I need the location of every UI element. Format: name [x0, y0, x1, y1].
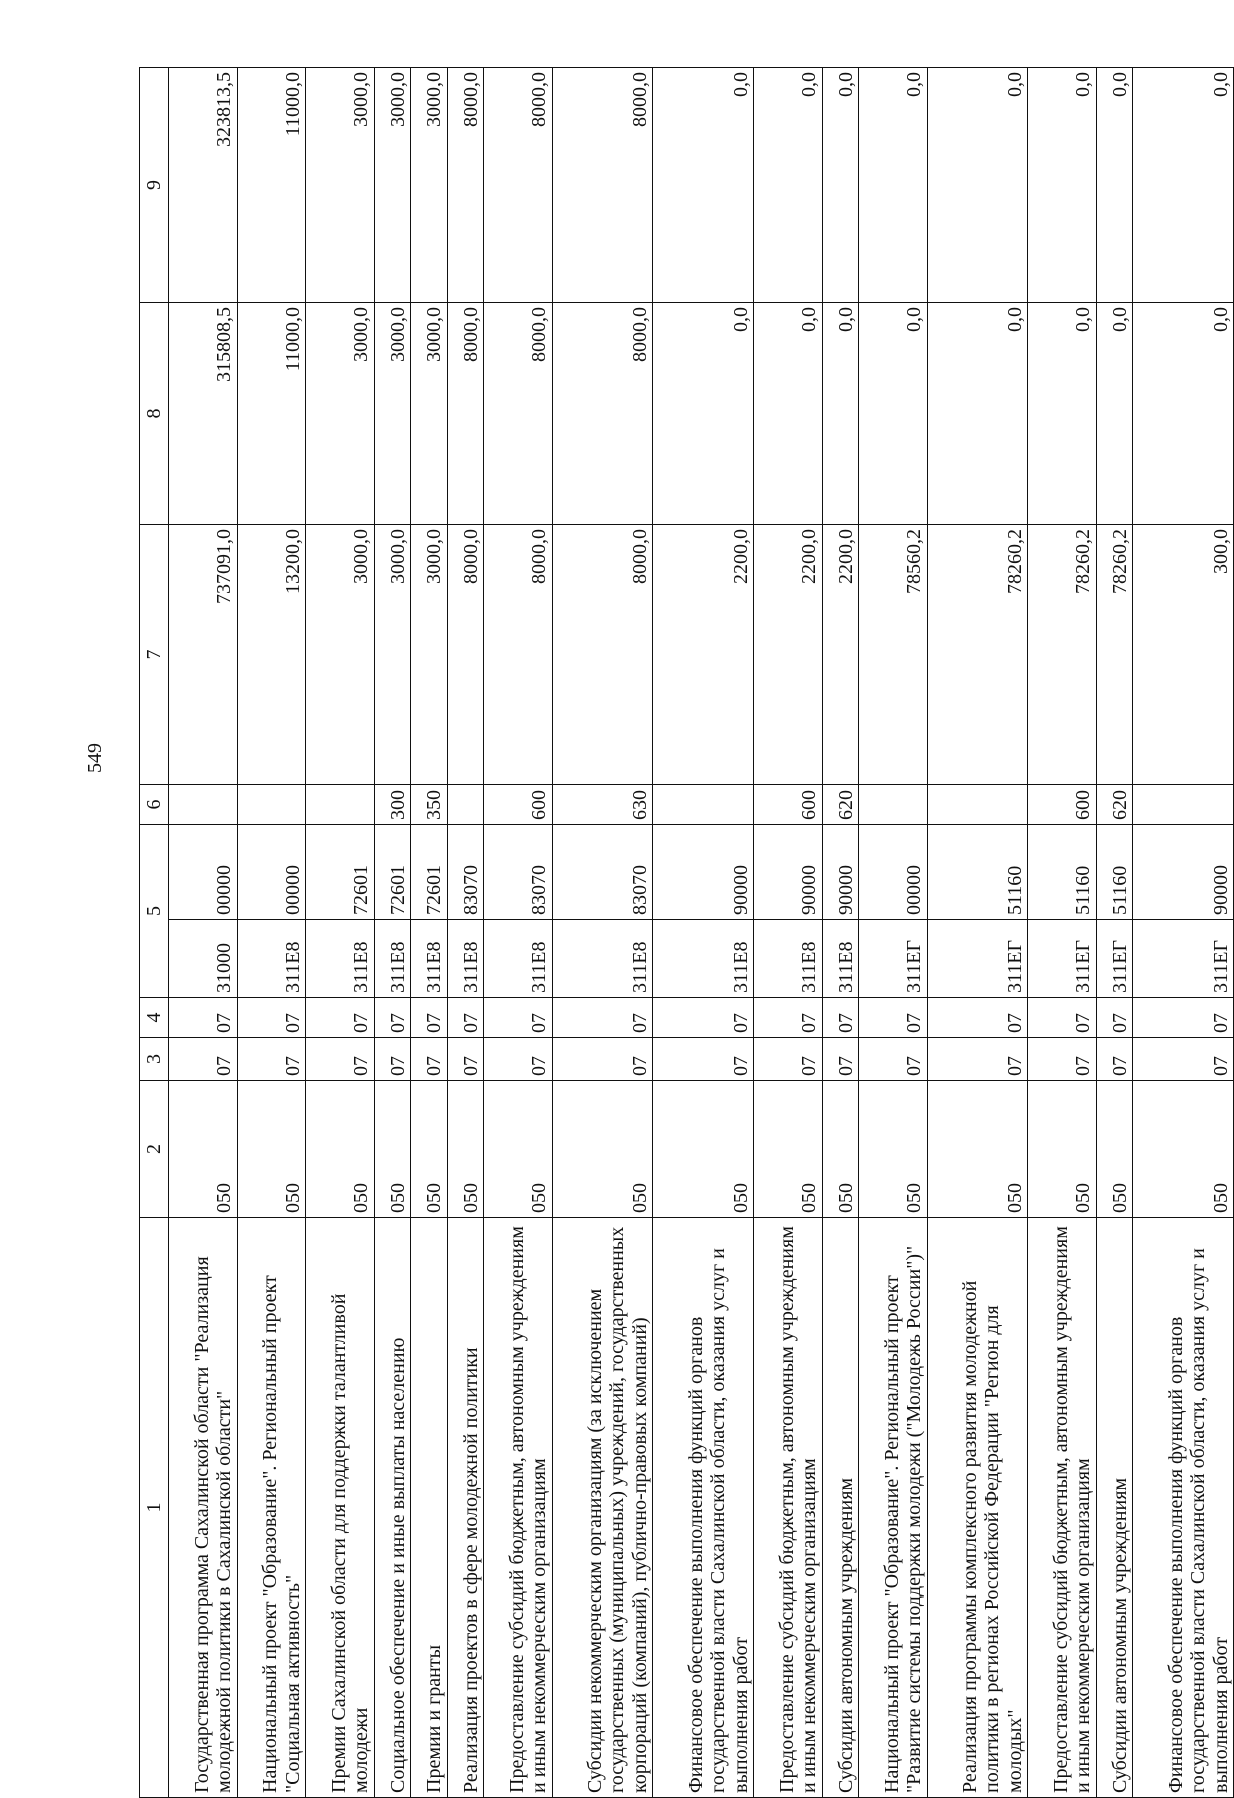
table-row	[169, 68, 238, 1798]
row-code-section: 07	[927, 1038, 1028, 1081]
row-amount-9: 0,0	[1028, 68, 1097, 303]
row-code-ministry: 050	[374, 1081, 410, 1218]
row-code-expense-type: 630	[552, 785, 653, 825]
row-code-ministry: 050	[1133, 1081, 1234, 1218]
header-col-1: 1	[140, 1218, 169, 1798]
row-code-target-a: 311Е8	[753, 920, 822, 998]
row-amount-7: 13200,0	[237, 525, 306, 785]
row-code-section: 07	[374, 1038, 410, 1081]
row-amount-7: 8000,0	[552, 525, 653, 785]
row-code-target-b: 51160	[1096, 825, 1132, 920]
table-row	[447, 68, 483, 1798]
row-amount-9: 0,0	[653, 68, 754, 303]
table-row	[1028, 68, 1097, 1798]
row-code-target-a: 311Е8	[411, 920, 447, 998]
row-code-subsection: 07	[552, 998, 653, 1038]
row-code-expense-type: 620	[1096, 785, 1132, 825]
table-row	[374, 68, 410, 1798]
header-col-9: 9	[140, 68, 169, 303]
row-code-subsection: 07	[753, 998, 822, 1038]
row-amount-9: 8000,0	[447, 68, 483, 303]
row-code-section: 07	[1028, 1038, 1097, 1081]
row-amount-7: 3000,0	[374, 525, 410, 785]
row-code-target-a: 311ЕГ	[1028, 920, 1097, 998]
row-code-target-b: 51160	[927, 825, 1028, 920]
row-amount-8: 3000,0	[374, 303, 410, 525]
row-amount-9: 8000,0	[484, 68, 553, 303]
row-code-expense-type	[237, 785, 306, 825]
row-code-section: 07	[1096, 1038, 1132, 1081]
row-code-subsection: 07	[653, 998, 754, 1038]
row-code-ministry: 050	[306, 1081, 375, 1218]
row-code-section: 07	[447, 1038, 483, 1081]
row-code-expense-type: 600	[484, 785, 553, 825]
row-code-ministry: 050	[411, 1081, 447, 1218]
table-row	[411, 68, 447, 1798]
row-amount-9: 0,0	[753, 68, 822, 303]
table-row	[822, 68, 858, 1798]
row-name: Реализация программы комплексного развития молодежной политики в регионах Российской Федерации "Регион для молодых"	[927, 1218, 1028, 1798]
row-code-expense-type	[653, 785, 754, 825]
row-code-ministry: 050	[552, 1081, 653, 1218]
row-code-subsection: 07	[1096, 998, 1132, 1038]
row-amount-8: 0,0	[858, 303, 927, 525]
row-amount-9: 0,0	[1096, 68, 1132, 303]
row-name: Субсидии автономным учреждениям	[1096, 1218, 1132, 1798]
row-code-target-a: 311ЕГ	[1133, 920, 1234, 998]
row-name: Предоставление субсидий бюджетным, автономным учреждениям и иным некоммерческим организациям	[1028, 1218, 1097, 1798]
row-code-section: 07	[552, 1038, 653, 1081]
table-row	[237, 68, 306, 1798]
header-col-4: 4	[140, 998, 169, 1038]
row-code-subsection: 07	[306, 998, 375, 1038]
row-code-target-a: 311Е8	[374, 920, 410, 998]
table-row	[858, 68, 927, 1798]
row-code-target-b: 00000	[169, 825, 238, 920]
row-code-section: 07	[306, 1038, 375, 1081]
row-amount-8: 8000,0	[447, 303, 483, 525]
row-code-target-b: 72601	[306, 825, 375, 920]
row-code-target-b: 72601	[374, 825, 410, 920]
table-row	[653, 68, 754, 1798]
header-col-3: 3	[140, 1038, 169, 1081]
row-code-subsection: 07	[447, 998, 483, 1038]
row-code-target-a: 311Е8	[484, 920, 553, 998]
row-amount-8: 0,0	[1133, 303, 1234, 525]
row-code-target-a: 311Е8	[822, 920, 858, 998]
row-code-subsection: 07	[484, 998, 553, 1038]
row-amount-7: 78260,2	[1028, 525, 1097, 785]
header-col-2: 2	[140, 1081, 169, 1218]
row-amount-8: 0,0	[653, 303, 754, 525]
row-code-section: 07	[484, 1038, 553, 1081]
row-amount-8: 3000,0	[306, 303, 375, 525]
row-code-section: 07	[1133, 1038, 1234, 1081]
row-code-expense-type	[858, 785, 927, 825]
row-amount-8: 8000,0	[552, 303, 653, 525]
row-amount-8: 0,0	[822, 303, 858, 525]
row-code-target-b: 83070	[447, 825, 483, 920]
row-code-target-a: 31000	[169, 920, 238, 998]
row-code-expense-type	[447, 785, 483, 825]
row-code-ministry: 050	[484, 1081, 553, 1218]
row-code-target-a: 311ЕГ	[1096, 920, 1132, 998]
row-code-subsection: 07	[927, 998, 1028, 1038]
row-name: Национальный проект "Образование". Региональный проект "Развитие системы поддержки молодежи ("Молодежь России")"	[858, 1218, 927, 1798]
page-number: 549	[84, 743, 106, 773]
row-amount-7: 2200,0	[822, 525, 858, 785]
row-amount-8: 315808,5	[169, 303, 238, 525]
row-code-section: 07	[653, 1038, 754, 1081]
row-amount-8: 3000,0	[411, 303, 447, 525]
row-name: Национальный проект "Образование". Региональный проект "Социальная активность"	[237, 1218, 306, 1798]
row-code-section: 07	[822, 1038, 858, 1081]
row-code-subsection: 07	[237, 998, 306, 1038]
table-row	[753, 68, 822, 1798]
row-code-expense-type: 350	[411, 785, 447, 825]
budget-table	[139, 67, 1234, 1798]
row-amount-9: 11000,0	[237, 68, 306, 303]
row-amount-9: 323813,5	[169, 68, 238, 303]
row-code-ministry: 050	[927, 1081, 1028, 1218]
header-row	[140, 68, 169, 1798]
header-col-7: 7	[140, 525, 169, 785]
row-name: Реализация проектов в сфере молодежной политики	[447, 1218, 483, 1798]
row-amount-7: 78260,2	[1096, 525, 1132, 785]
row-code-target-a: 311ЕГ	[927, 920, 1028, 998]
row-code-ministry: 050	[858, 1081, 927, 1218]
row-amount-9: 3000,0	[411, 68, 447, 303]
row-name: Государственная программа Сахалинской области "Реализация молодежной политики в Сахалинской области"	[169, 1218, 238, 1798]
table-row	[552, 68, 653, 1798]
row-name: Премии и гранты	[411, 1218, 447, 1798]
row-amount-8: 0,0	[753, 303, 822, 525]
row-name: Финансовое обеспечение выполнения функций органов государственной власти Сахалинской области, оказания услуг и выполнения работ	[653, 1218, 754, 1798]
row-code-ministry: 050	[447, 1081, 483, 1218]
row-amount-9: 3000,0	[374, 68, 410, 303]
row-amount-8: 0,0	[1028, 303, 1097, 525]
row-code-target-a: 311ЕГ	[858, 920, 927, 998]
row-code-expense-type: 600	[753, 785, 822, 825]
row-code-target-b: 83070	[552, 825, 653, 920]
row-amount-7: 3000,0	[306, 525, 375, 785]
row-name: Премии Сахалинской области для поддержки талантливой молодежи	[306, 1218, 375, 1798]
row-code-target-a: 311Е8	[552, 920, 653, 998]
table-row	[306, 68, 375, 1798]
row-code-subsection: 07	[1133, 998, 1234, 1038]
row-code-subsection: 07	[169, 998, 238, 1038]
row-amount-9: 0,0	[858, 68, 927, 303]
row-amount-9: 0,0	[822, 68, 858, 303]
row-code-ministry: 050	[753, 1081, 822, 1218]
row-name: Субсидии автономным учреждениям	[822, 1218, 858, 1798]
row-amount-7: 2200,0	[653, 525, 754, 785]
row-code-section: 07	[237, 1038, 306, 1081]
header-col-6: 6	[140, 785, 169, 825]
row-code-subsection: 07	[411, 998, 447, 1038]
table-row	[927, 68, 1028, 1798]
row-amount-7: 737091,0	[169, 525, 238, 785]
header-col-5: 5	[140, 825, 169, 998]
row-amount-7: 8000,0	[447, 525, 483, 785]
row-amount-9: 8000,0	[552, 68, 653, 303]
row-code-target-b: 90000	[822, 825, 858, 920]
row-code-ministry: 050	[169, 1081, 238, 1218]
row-name: Предоставление субсидий бюджетным, автономным учреждениям и иным некоммерческим организациям	[753, 1218, 822, 1798]
row-amount-8: 8000,0	[484, 303, 553, 525]
row-code-expense-type	[1133, 785, 1234, 825]
rotated-page	[139, 68, 1234, 1798]
row-code-subsection: 07	[822, 998, 858, 1038]
row-code-section: 07	[411, 1038, 447, 1081]
row-code-subsection: 07	[858, 998, 927, 1038]
row-code-ministry: 050	[1096, 1081, 1132, 1218]
table-row	[1133, 68, 1234, 1798]
table-row	[484, 68, 553, 1798]
row-amount-8: 0,0	[927, 303, 1028, 525]
row-code-target-a: 311Е8	[653, 920, 754, 998]
row-name: Финансовое обеспечение выполнения функций органов государственной власти Сахалинской области, оказания услуг и выполнения работ	[1133, 1218, 1234, 1798]
row-amount-7: 78560,2	[858, 525, 927, 785]
row-amount-9: 0,0	[927, 68, 1028, 303]
row-code-expense-type	[927, 785, 1028, 825]
row-code-expense-type	[169, 785, 238, 825]
row-code-target-b: 90000	[753, 825, 822, 920]
row-name: Субсидии некоммерческим организациям (за исключением государственных (муниципальных) учреждений, государственных корпораций (компаний), публично-правовых компаний)	[552, 1218, 653, 1798]
row-amount-7: 3000,0	[411, 525, 447, 785]
row-code-ministry: 050	[237, 1081, 306, 1218]
row-code-target-a: 311Е8	[306, 920, 375, 998]
row-code-target-b: 00000	[858, 825, 927, 920]
row-code-target-b: 90000	[653, 825, 754, 920]
row-amount-8: 0,0	[1096, 303, 1132, 525]
row-code-section: 07	[169, 1038, 238, 1081]
row-amount-9: 3000,0	[306, 68, 375, 303]
row-amount-8: 11000,0	[237, 303, 306, 525]
header-col-8: 8	[140, 303, 169, 525]
row-code-target-b: 72601	[411, 825, 447, 920]
row-code-target-a: 311Е8	[237, 920, 306, 998]
row-code-subsection: 07	[374, 998, 410, 1038]
row-code-target-b: 90000	[1133, 825, 1234, 920]
row-name: Социальное обеспечение и иные выплаты населению	[374, 1218, 410, 1798]
row-code-section: 07	[753, 1038, 822, 1081]
row-amount-9: 0,0	[1133, 68, 1234, 303]
row-code-expense-type: 300	[374, 785, 410, 825]
row-code-section: 07	[858, 1038, 927, 1081]
row-code-subsection: 07	[1028, 998, 1097, 1038]
row-code-ministry: 050	[822, 1081, 858, 1218]
row-code-expense-type	[306, 785, 375, 825]
row-code-expense-type: 600	[1028, 785, 1097, 825]
row-code-target-b: 83070	[484, 825, 553, 920]
row-name: Предоставление субсидий бюджетным, автономным учреждениям и иным некоммерческим организациям	[484, 1218, 553, 1798]
row-code-target-a: 311Е8	[447, 920, 483, 998]
row-code-target-b: 51160	[1028, 825, 1097, 920]
row-code-target-b: 00000	[237, 825, 306, 920]
row-amount-7: 300,0	[1133, 525, 1234, 785]
row-code-ministry: 050	[1028, 1081, 1097, 1218]
row-amount-7: 2200,0	[753, 525, 822, 785]
row-code-expense-type: 620	[822, 785, 858, 825]
table-row	[1096, 68, 1132, 1798]
row-amount-7: 8000,0	[484, 525, 553, 785]
row-code-ministry: 050	[653, 1081, 754, 1218]
row-amount-7: 78260,2	[927, 525, 1028, 785]
